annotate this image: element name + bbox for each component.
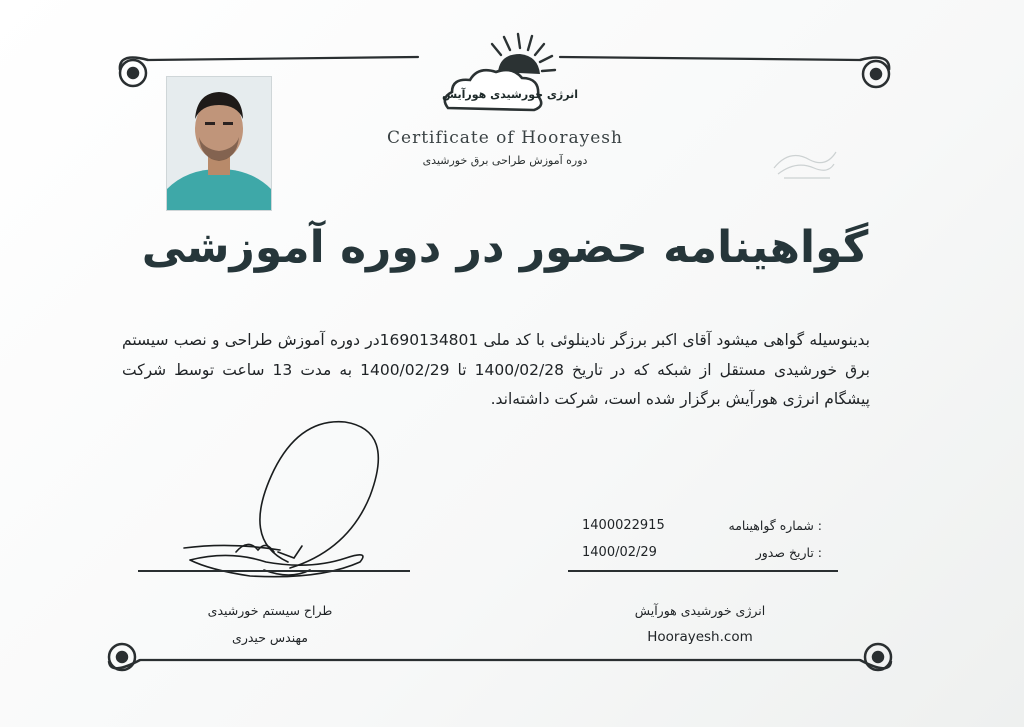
signature-line-left (138, 570, 410, 572)
issue-date-label: : تاریخ صدور (755, 545, 822, 560)
issue-date-value: 1400/02/29 (582, 545, 657, 560)
certificate-meta (582, 512, 822, 566)
issue-date-row (582, 539, 822, 566)
cert-number-value: 1400022915 (582, 518, 665, 533)
company-url: Hoorayesh.com (647, 629, 753, 645)
corner-ornament-bottom-right (860, 644, 891, 670)
company-name: انرژی خورشیدی هورآیش (634, 603, 766, 618)
corner-ornament-top-left (120, 58, 148, 86)
signer-name: مهندس حیدری (232, 630, 308, 645)
signer-block (170, 597, 370, 651)
company-block (600, 597, 800, 651)
profile-photo (166, 76, 272, 211)
cert-number-row (582, 512, 822, 539)
signer-role: طراح سیستم خورشیدی (207, 603, 333, 618)
logo-text: انرژی خورشیدی هورآیش (441, 88, 579, 101)
certificate-body: بدینوسیله گواهی میشود آقای اکبر برزگر نادینلوئی با کد ملی 1690134801در دوره آموزش طراحی و نصب سیستم برق خورشیدی مستقل از شبکه که در تاریخ 1400/02/28 تا 1400/02/29 به مدت 13 ساعت توسط شرکت پیشگام انرژی هورآیش برگزار شده است، شرکت داشته‌اند. (122, 331, 870, 408)
course-subtitle: دوره آموزش طراحی برق خورشیدی (422, 154, 588, 167)
cert-number-label: : شماره گواهینامه (728, 518, 822, 533)
certificate-of-heading: Certificate of Hoorayesh (387, 128, 623, 148)
faded-stamp-icon (770, 138, 840, 182)
corner-ornament-bottom-left (109, 644, 140, 670)
certificate-title: گواهینامه حضور در دوره آموزشی (141, 222, 869, 273)
person-photo-icon (167, 77, 271, 210)
signature-line-right (568, 570, 838, 572)
hoorayesh-logo-icon (438, 26, 558, 118)
corner-ornament-top-right (860, 58, 889, 87)
